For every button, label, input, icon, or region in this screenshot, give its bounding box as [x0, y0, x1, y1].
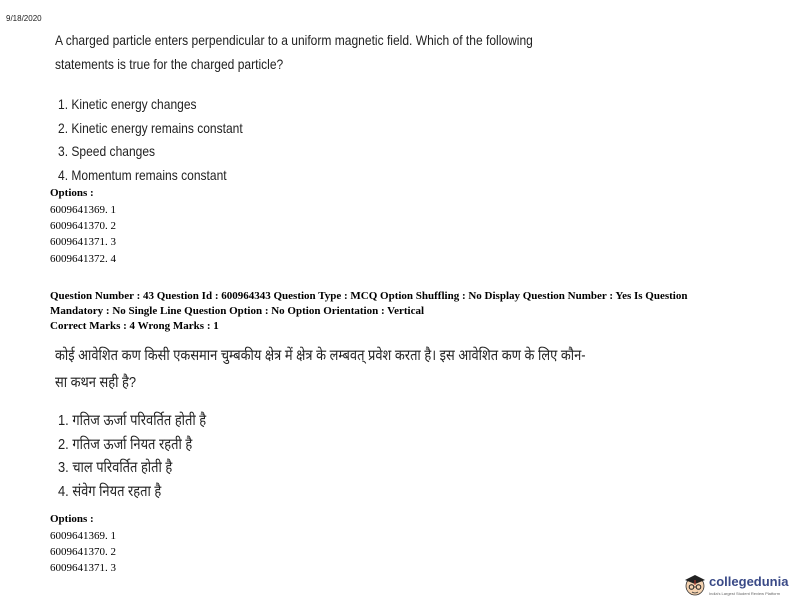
question-2-option-1: 1. गतिज ऊर्जा परिवर्तित होती है — [58, 412, 207, 429]
question-2-text-line-2: सा कथन सही है? — [55, 374, 137, 391]
question-2-marks: Correct Marks : 4 Wrong Marks : 1 — [50, 320, 219, 332]
question-1-options-label: Options : — [50, 187, 94, 199]
question-2-text-line-1: कोई आवेशित कण किसी एकसमान चुम्बकीय क्षेत्र में क्षेत्र के लम्बवत् प्रवेश करता है। इस आवेशित कण के लिए कौन- — [55, 347, 586, 364]
collegedunia-logo — [683, 571, 789, 603]
logo-tagline: India's Largest Student Review Platform — [709, 591, 781, 596]
question-1-text-line-1: A charged particle enters perpendicular to a uniform magnetic field. Which of the following — [55, 32, 533, 48]
question-2-option-code-2: 6009641370. 2 — [50, 546, 116, 558]
question-1-option-code-3: 6009641371. 3 — [50, 236, 116, 248]
mascot-icon — [683, 572, 707, 600]
question-1-option-3: 3. Speed changes — [58, 143, 156, 159]
question-2-options-label: Options : — [50, 513, 94, 525]
question-2-option-2: 2. गतिज ऊर्जा नियत रहती है — [58, 436, 193, 453]
question-2-meta-line-1: Question Number : 43 Question Id : 600964343 Question Type : MCQ Option Shuffling : No Display Question Number : Yes Is Question — [50, 290, 688, 302]
question-1-option-4: 4. Momentum remains constant — [58, 167, 227, 183]
question-2-meta-line-2: Mandatory : No Single Line Question Option : No Option Orientation : Vertical — [50, 305, 425, 317]
question-2-option-code-1: 6009641369. 1 — [50, 530, 116, 542]
print-date: 9/18/2020 — [6, 14, 42, 23]
question-1-option-2: 2. Kinetic energy remains constant — [58, 120, 243, 136]
question-1-option-code-1: 6009641369. 1 — [50, 204, 116, 216]
question-2-option-code-3: 6009641371. 3 — [50, 562, 116, 574]
question-1-text-line-2: statements is true for the charged particle? — [55, 56, 284, 72]
question-1-option-code-4: 6009641372. 4 — [50, 253, 116, 265]
question-2-option-4: 4. संवेग नियत रहता है — [58, 483, 162, 500]
question-1-option-1: 1. Kinetic energy changes — [58, 96, 197, 112]
question-1-option-code-2: 6009641370. 2 — [50, 220, 116, 232]
logo-wordmark: collegedunia — [709, 574, 789, 589]
question-2-option-3: 3. चाल परिवर्तित होती है — [58, 459, 173, 476]
